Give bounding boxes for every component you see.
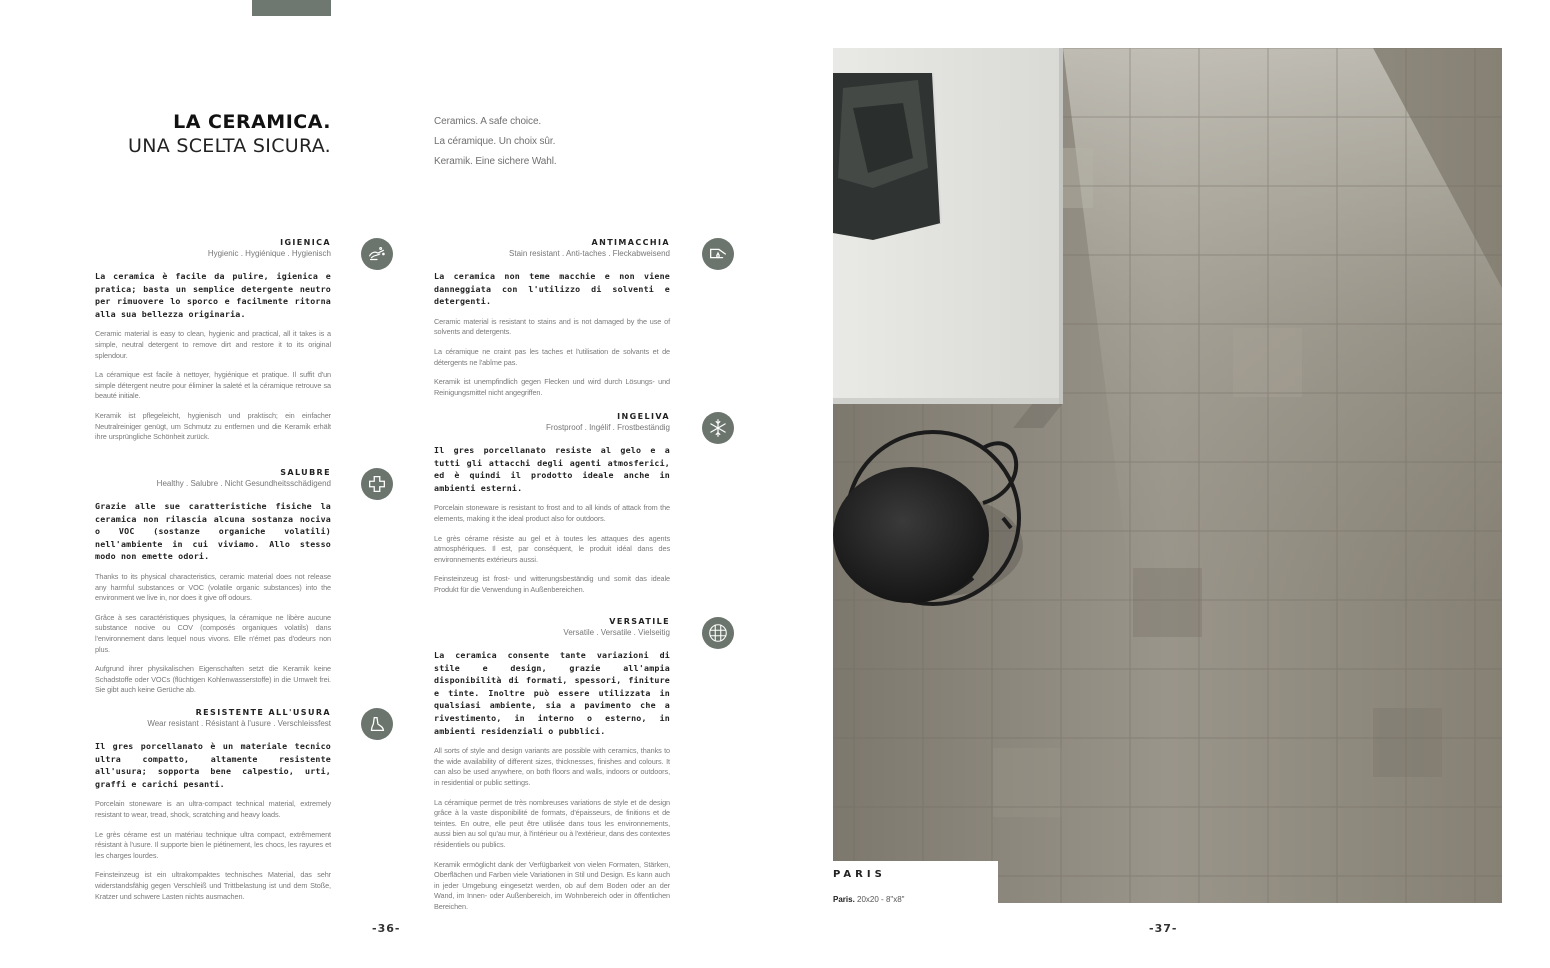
section-text-en: Porcelain stoneware is an ultra-compact technical material, extremely resistant to wear, tread, shock, scratching and heavy loads. <box>95 799 331 819</box>
caption-name: Paris. <box>833 895 855 904</box>
section-lead: Grazie alle sue caratteristiche fisiche la ceramica non rilascia alcuna sostanza nociva o VOC (sostanze organiche volatili) nell'ambiente in cui viviamo. Allo stesso modo non emette odori. <box>95 501 331 562</box>
section-igienica <box>95 237 331 443</box>
page-number-left: -36- <box>372 922 401 935</box>
section-lead: La ceramica consente tante variazioni di stile e design, grazie all'ampia disponibilità di formati, spessori, finiture e tinte. Inoltre può essere utilizzata in qualsiasi ambiente, sia a pavimento che a rivestimento, in interno o esterno, in ambienti residenziali o pubblici. <box>434 650 670 736</box>
product-name: PARIS <box>833 869 886 880</box>
section-text-en: Porcelain stoneware is resistant to frost and to all kinds of attack from the elements, making it the ideal product also for outdoors. <box>434 503 670 523</box>
subtitle-fr: La céramique. Un choix sûr. <box>434 136 556 147</box>
section-lead: La ceramica è facile da pulire, igienica e pratica; basta un semplice detergente neutro per rimuovere lo sporco e facilmente ritorna alla sua bellezza originaria. <box>95 271 331 319</box>
product-caption <box>833 895 905 904</box>
section-text-de: Keramik ermöglicht dank der Verfügbarkeit von vielen Formaten, Stärken, Oberflächen und Farben viele Variationen in Stil und Design. Es kann auch in jeder Umgebung eingesetzt werden, ob auf dem Boden oder an der Wand, im Innen- oder Außenbereich, im Wohnbereich oder in öffentlichen Bereichen. <box>434 859 670 911</box>
section-title: INGELIVA <box>617 412 670 421</box>
section-text-de: Feinsteinzeug ist ein ultrakompaktes technisches Material, das sehr widerstandsfähig gegen Verschleiß und Trittbelastung ist und dem Stoße, Kratzer und schwere Lasten nichts ausmachen. <box>95 870 331 901</box>
section-subtitle: Stain resistant . Anti-taches . Fleckabweisend <box>509 249 670 258</box>
section-text-fr: La céramique est facile à nettoyer, hygiénique et pratique. Il suffit d'un simple détergent neutre pour éliminer la saleté et la céramique retrouve sa beauté initiale. <box>95 370 331 401</box>
footprint-icon <box>361 708 393 740</box>
section-subtitle: Hygienic . Hygiénique . Hygienisch <box>207 249 331 258</box>
section-text-en: All sorts of style and design variants are possible with ceramics, thanks to the wide availability of different sizes, thicknesses, finishes and colours. It can also be used anywhere, on both floors and walls, indoors or outdoors, in residential or public settings. <box>434 746 670 787</box>
section-ingeliva <box>434 411 670 596</box>
tile-grid-icon <box>702 617 734 649</box>
heading-line-2: UNA SCELTA SICURA. <box>128 135 331 157</box>
section-subtitle: Versatile . Versatile . Vielseitig <box>563 628 670 637</box>
subtitle-de: Keramik. Eine sichere Wahl. <box>434 156 557 167</box>
section-text-fr: La céramique permet de très nombreuses variations de style et de design grâce à la vaste disponibilité de formats, d'épaisseurs, de finitions et de teintes. En outre, elle peut être utilisée dans tous les environnements, aussi bien au sol qu'au mur, à l'intérieur ou à l'extérieur, dans des contextes résidentiels ou publics. <box>434 797 671 849</box>
section-subtitle: Frostproof . Ingélif . Frostbeständig <box>545 423 670 432</box>
health-cross-icon <box>361 468 393 500</box>
section-text-fr: Grâce à ses caractéristiques physiques, la céramique ne libère aucune substance nocive ou COV (composés organiques volatils) dans l'environnement dans lequel nous vivons. Elle n'émet pas d'odeurs non plus. <box>95 612 331 654</box>
section-text-de: Keramik ist unempfindlich gegen Flecken und wird durch Lösungs- und Reinigungsmittel nicht angegriffen. <box>434 377 670 397</box>
floor-scene-illustration <box>833 48 1502 903</box>
section-title: IGIENICA <box>280 238 331 247</box>
section-title: VERSATILE <box>609 617 670 626</box>
section-subtitle: Wear resistant . Résistant à l'usure . Verschleissfest <box>147 719 331 728</box>
top-accent-bar <box>252 0 331 16</box>
section-subtitle: Healthy . Salubre . Nicht Gesundheitsschädigend <box>156 479 331 488</box>
section-text-en: Ceramic material is resistant to stains and is not damaged by the use of solvents and detergents. <box>434 316 670 337</box>
section-text-en: Ceramic material is easy to clean, hygienic and practical, all it takes is a simple, neutral detergent to remove dirt and restore it to its original splendour. <box>95 329 331 360</box>
section-text-fr: Le grès cérame résiste au gel et à toutes les attaques des agents atmosphériques. Il est, par conséquent, le produit idéal dans des environnements extérieurs aussi. <box>434 533 670 564</box>
caption-size: 20x20 - 8"x8" <box>857 895 905 904</box>
section-lead: La ceramica non teme macchie e non viene danneggiata con l'utilizzo di solventi e detergenti. <box>434 271 670 307</box>
page-heading <box>128 111 331 159</box>
section-text-en: Thanks to its physical characteristics, ceramic material does not release any harmful substances or VOC (volatile organic substances) into the environment we live in, nor does it give off odours. <box>95 571 331 603</box>
product-photo <box>833 48 1502 903</box>
subtitle-en: Ceramics. A safe choice. <box>434 116 542 127</box>
hygiene-icon <box>361 238 393 270</box>
snowflake-icon <box>702 412 734 444</box>
section-title: RESISTENTE ALL'USURA <box>195 708 331 717</box>
section-text-fr: Le grès cérame est un matériau technique ultra compact, extrêmement résistant à l'usure. Il supporte bien le piétinement, les chocs, les rayures et les charges lourdes. <box>95 829 331 860</box>
page-number-right: -37- <box>1149 922 1178 935</box>
section-versatile <box>434 616 670 912</box>
section-text-fr: La céramique ne craint pas les taches et l'utilisation de solvants et de détergents ne l'abîme pas. <box>434 346 670 367</box>
section-lead: Il gres porcellanato è un materiale tecnico ultra compatto, altamente resistente all'usura; sopporta bene calpestio, urti, graffi e carichi pesanti. <box>95 741 331 789</box>
section-resistente <box>95 707 331 902</box>
section-text-de: Keramik ist pflegeleicht, hygienisch und praktisch; ein einfacher Neutralreiniger genügt, um Schmutz zu entfernen und die Keramik erhält ihre ursprüngliche Schönheit zurück. <box>95 410 331 442</box>
heading-line-1: LA CERAMICA. <box>173 111 331 133</box>
stain-drop-icon <box>702 238 734 270</box>
section-title: SALUBRE <box>280 468 331 477</box>
section-antimacchia <box>434 237 670 398</box>
heading-translations <box>434 112 557 172</box>
section-salubre <box>95 467 331 696</box>
section-lead: Il gres porcellanato resiste al gelo e a tutti gli attacchi degli agenti atmosferici, ed è quindi il prodotto ideale anche in ambienti esterni. <box>434 445 670 493</box>
section-title: ANTIMACCHIA <box>591 238 670 247</box>
section-text-de: Feinsteinzeug ist frost- und witterungsbeständig und somit das ideale Produkt für die Verwendung in Außenbereichen. <box>434 574 670 594</box>
section-text-de: Aufgrund ihrer physikalischen Eigenschaften setzt die Keramik keine Schadstoffe oder VOCs (flüchtigen Kohlenwasserstoffe) in die Umwelt frei. Sie gibt auch keine Gerüche ab. <box>95 664 331 695</box>
